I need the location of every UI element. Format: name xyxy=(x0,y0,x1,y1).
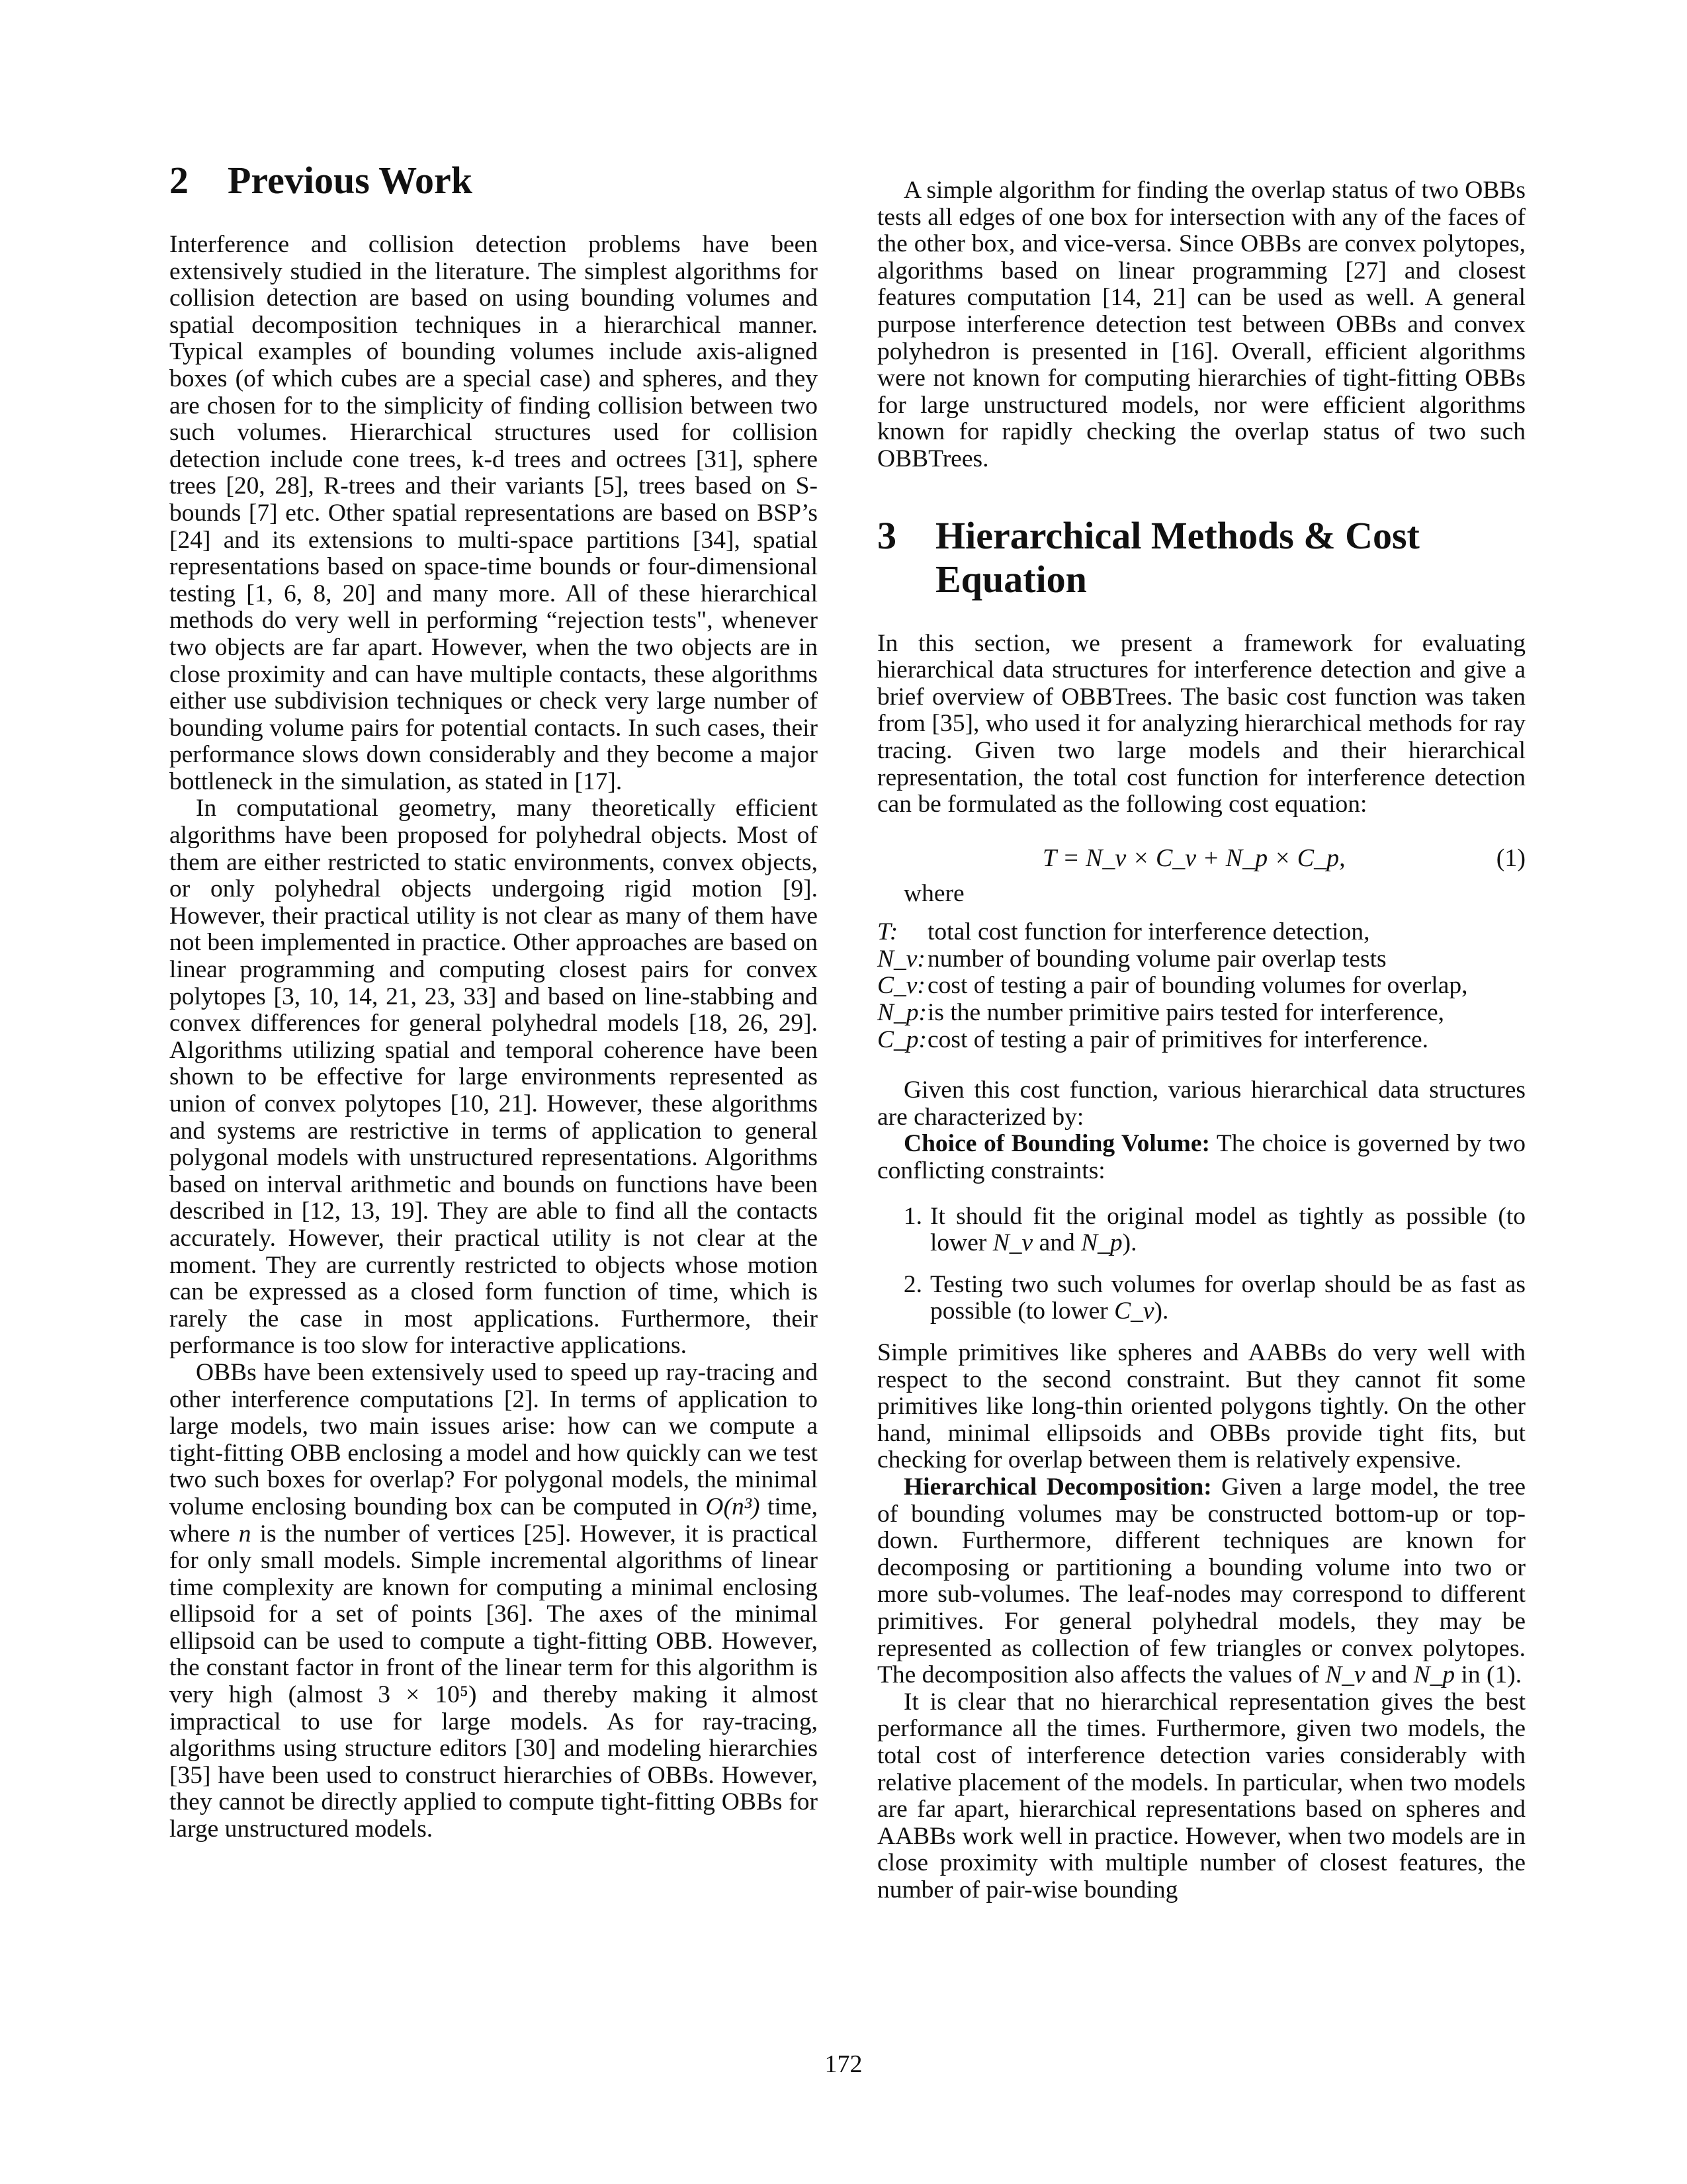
definition-item xyxy=(877,946,1526,973)
paragraph: In computational geometry, many theoretically efficient algorithms have been proposed for polyhedral objects. Most of them are either restricted to static environments, convex objects, or only polyhedral objects undergoing rigid motion [9]. However, their practical utility is not clear as many of them have not been implemented in practice. Other approaches are based on linear programming and computing closest pairs for convex polytopes [3, 10, 14, 21, 23, 33] and based on line-stabbing and convex differences for general polyhedral models [18, 26, 29]. Algorithms utilizing spatial and temporal coherence have been shown to be effective for large environments represented as union of convex polytopes [10, 21]. However, these algorithms and systems are restrictive in terms of application to general polygonal models with unstructured representations. Algorithms based on interval arithmetic and bounds on functions have been described in [12, 13, 19]. They are able to find all the contacts accurately. However, their practical utility is not clear at the moment. They are currently restricted to objects whose motion can be expressed as a closed form function of time, which is rarely the case in most applications. Furthermore, their performance is too slow for interactive applications. xyxy=(169,795,818,1360)
math-inline: 3 × 10⁵ xyxy=(378,1681,468,1709)
text-run: time, where xyxy=(169,1493,818,1548)
definition-symbol: C_p: xyxy=(877,1026,927,1053)
section-title: Previous Work xyxy=(228,159,473,202)
definition-symbol: C_v: xyxy=(877,972,926,1000)
definition-item xyxy=(877,1000,1526,1027)
text-run: ). xyxy=(1154,1297,1169,1325)
paragraph: A simple algorithm for finding the overlap status of two OBBs tests all edges of one box for intersection with any of the faces of the other box, and vice-versa. Since OBBs are convex polytopes, algorithms based on linear programming [27] and closest features computation [14, 21] can be used as well. A general purpose interference detection test between OBBs and convex polyhedron is presented in [16]. Overall, efficient algorithms were not known for computing hierarchies of tight-fitting OBBs for large unstructured models, nor were efficient algorithms known for rapidly checking the overlap status of two such OBBTrees. xyxy=(877,177,1526,472)
text-run: ). xyxy=(1122,1229,1137,1257)
list-number: 2. xyxy=(903,1270,922,1298)
text-run: It should fit the original model as tightly as possible (to lower xyxy=(930,1202,1526,1257)
text-run: and xyxy=(1365,1661,1414,1689)
section-number: 3 xyxy=(877,513,896,557)
list-item xyxy=(877,1272,1526,1325)
math-inline: n xyxy=(238,1520,251,1548)
text-run: Testing two such volumes for overlap should be as fast as possible (to lower xyxy=(930,1270,1526,1325)
text-run: The choice is governed by two conflicting constraints: xyxy=(877,1130,1526,1185)
math-inline: O(n³) xyxy=(705,1493,760,1520)
run-in-heading: Choice of Bounding Volume: xyxy=(904,1130,1210,1158)
definition-text: cost of testing a pair of primitives for interference. xyxy=(928,1026,1429,1053)
paragraph: Simple primitives like spheres and AABBs do very well with respect to the second constraint. But they cannot fit some primitives like long-thin oriented polygons tightly. On the other hand, minimal ellipsoids and OBBs provide tight fits, but checking for overlap between them is relatively expensive. xyxy=(877,1339,1526,1474)
section-3-heading xyxy=(877,514,1526,601)
text-run: ) and thereby making it almost impractical to use for large models. As for ray-tracing, algorithms using structure editors [30] and modeling hierarchies [35] have been used to construct hierarchies of OBBs. However, they cannot be directly applied to compute tight-fitting OBBs for large unstructured models. xyxy=(169,1681,818,1843)
run-in-heading: Hierarchical Decomposition: xyxy=(904,1473,1212,1501)
math-inline: N_p xyxy=(1081,1229,1123,1257)
section-2-heading xyxy=(169,159,818,202)
paragraph: Given this cost function, various hierarchical data structures are characterized by: xyxy=(877,1076,1526,1131)
right-column xyxy=(877,159,1526,1903)
text-run: Given a large model, the tree of bounding volumes may be constructed bottom-up or top-down. Furthermore, different techniques are known for decomposing or partitioning a bounding volume into two or more sub-volumes. The leaf-nodes may correspond to different primitives. For general polyhedral models, they may be represented as collection of few triangles or convex polytopes. The decomposition also affects the values of xyxy=(877,1473,1526,1689)
math-inline: C_v xyxy=(1114,1297,1154,1325)
left-column xyxy=(169,159,818,1843)
equation xyxy=(877,838,1526,878)
list-text xyxy=(930,1272,1526,1325)
math-inline: N_p xyxy=(1413,1661,1455,1689)
definition-symbol: T: xyxy=(877,918,898,946)
paragraph: It is clear that no hierarchical representation gives the best performance all the times. Furthermore, given two models, the total cost of interference detection varies considerably with relative placement of the models. In particular, when two models are far apart, hierarchical representations based on spheres and AABBs work well in practice. However, when two models are in close proximity with multiple number of closest features, the number of pair-wise bounding xyxy=(877,1688,1526,1903)
numbered-list xyxy=(877,1203,1526,1325)
list-number: 1. xyxy=(903,1202,922,1230)
text-run: and xyxy=(1033,1229,1082,1257)
definition-text: number of bounding volume pair overlap tests xyxy=(928,945,1387,973)
list-text xyxy=(930,1203,1526,1257)
definition-list xyxy=(877,919,1526,1053)
definition-item xyxy=(877,1027,1526,1054)
definition-text: is the number primitive pairs tested for interference, xyxy=(928,999,1444,1027)
math-inline: N_v xyxy=(1325,1661,1365,1689)
section-title: Hierarchical Methods & Cost Equation xyxy=(935,513,1420,601)
equation-body: T = N_v × C_v + N_p × C_p, xyxy=(1043,844,1346,872)
definition-text: cost of testing a pair of bounding volumes for overlap, xyxy=(928,972,1468,1000)
definition-symbol: N_p: xyxy=(877,999,927,1027)
math-inline: N_v xyxy=(992,1229,1033,1257)
list-item xyxy=(877,1203,1526,1257)
paragraph xyxy=(169,1360,818,1843)
text-run: OBBs have been extensively used to speed up ray-tracing and other interference computations [2]. In terms of application to large models, two main issues arise: how can we compute a tight-fitting OBB enclosing a model and how quickly can we test two such boxes for overlap? For polygonal models, the minimal volume enclosing bounding box can be computed in xyxy=(169,1358,818,1520)
definition-item xyxy=(877,919,1526,946)
section-number: 2 xyxy=(169,159,189,202)
paragraph: Interference and collision detection problems have been extensively studied in the literature. The simplest algorithms for collision detection are based on using bounding volumes and spatial decomposition techniques in a hierarchical manner. Typical examples of bounding volumes include axis-aligned boxes (of which cubes are a special case) and spheres, and they are chosen for to the simplicity of finding collision between two such volumes. Hierarchical structures used for collision detection include cone trees, k-d trees and octrees [31], sphere trees [20, 28], R-trees and their variants [5], trees based on S-bounds [7] etc. Other spatial representations are based on BSP’s [24] and its extensions to multi-space partitions [34], spatial representations based on space-time bounds or four-dimensional testing [1, 6, 8, 20] and many more. All of these hierarchical methods do very well in performing “rejection tests", whenever two objects are far apart. However, when the two objects are in close proximity and can have multiple contacts, these algorithms either use subdivision techniques or check very large number of bounding volume pairs for potential contacts. In such cases, their performance slows down considerably and they become a major bottleneck in the simulation, as stated in [17]. xyxy=(169,231,818,795)
definition-text: total cost function for interference detection, xyxy=(928,918,1370,946)
paragraph: In this section, we present a framework for evaluating hierarchical data structures for interference detection and give a brief overview of OBBTrees. The basic cost function was taken from [35], who used it for analyzing hierarchical methods for ray tracing. Given two large models and their hierarchical representation, the total cost function for interference detection can be formulated as the following cost equation: xyxy=(877,629,1526,818)
equation-number: (1) xyxy=(1496,844,1526,872)
paragraph xyxy=(877,1131,1526,1184)
text-run: is the number of vertices [25]. However, it is practical for only small models. Simple incremental algorithms of linear time complexity are known for computing a minimal enclosing ellipsoid for a set of points [36]. The axes of the minimal ellipsoid can be used to compute a tight-fitting OBB. However, the constant factor in front of the linear term for this algorithm is very high (almost xyxy=(169,1520,818,1709)
page-number: 172 xyxy=(824,2050,863,2078)
definition-item xyxy=(877,973,1526,1000)
where-label: where xyxy=(904,879,965,907)
definition-symbol: N_v: xyxy=(877,945,926,973)
text-run: in (1). xyxy=(1455,1661,1522,1689)
paragraph xyxy=(877,1474,1526,1689)
